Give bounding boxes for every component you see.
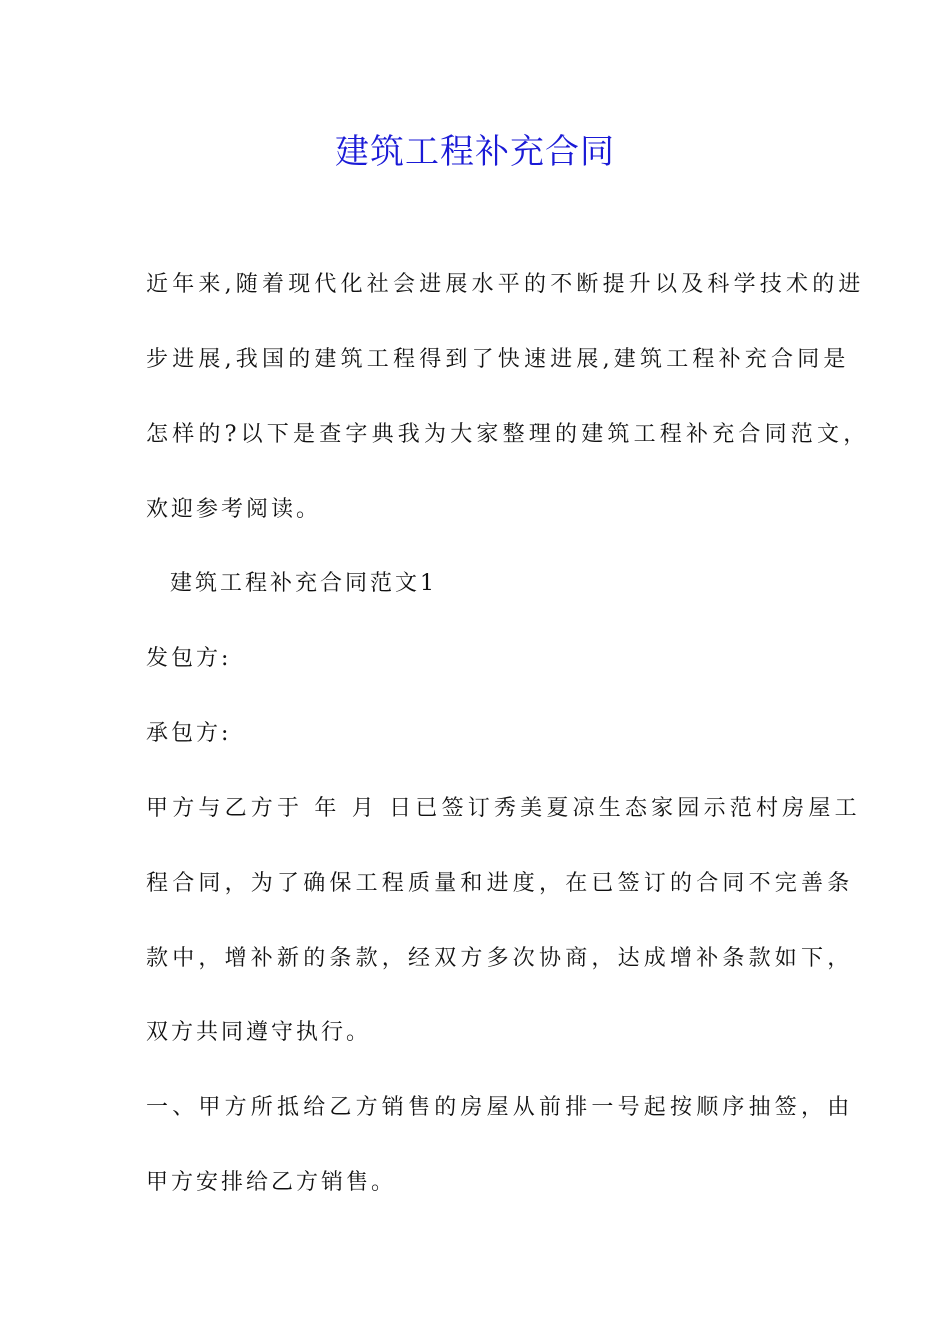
clause-line: 一、甲方所抵给乙方销售的房屋从前排一号起按顺序抽签，由	[146, 1095, 854, 1120]
paragraph-line: 近年来,随着现代化社会进展水平的不断提升以及科学技术的进	[146, 272, 865, 297]
clause-line: 甲方安排给乙方销售。	[146, 1170, 397, 1195]
paragraph-line: 甲方与乙方于 年 月 日已签订秀美夏凉生态家园示范村房屋工	[146, 796, 861, 821]
document-title: 建筑工程补充合同	[335, 132, 615, 172]
party-contractor-label: 承包方:	[146, 721, 232, 746]
paragraph-line: 程合同，为了确保工程质量和进度，在已签订的合同不完善条	[146, 871, 854, 896]
paragraph-line: 怎样的?以下是查字典我为大家整理的建筑工程补充合同范文，	[146, 422, 870, 447]
party-employer-label: 发包方:	[146, 646, 232, 671]
section-heading: 建筑工程补充合同范文1	[170, 571, 437, 596]
paragraph-line: 欢迎参考阅读。	[146, 497, 322, 522]
paragraph-line: 步进展,我国的建筑工程得到了快速进展,建筑工程补充合同是	[146, 347, 850, 372]
paragraph-line: 双方共同遵守执行。	[146, 1020, 372, 1045]
paragraph-line: 款中，增补新的条款，经双方多次协商，达成增补条款如下，	[146, 946, 854, 971]
